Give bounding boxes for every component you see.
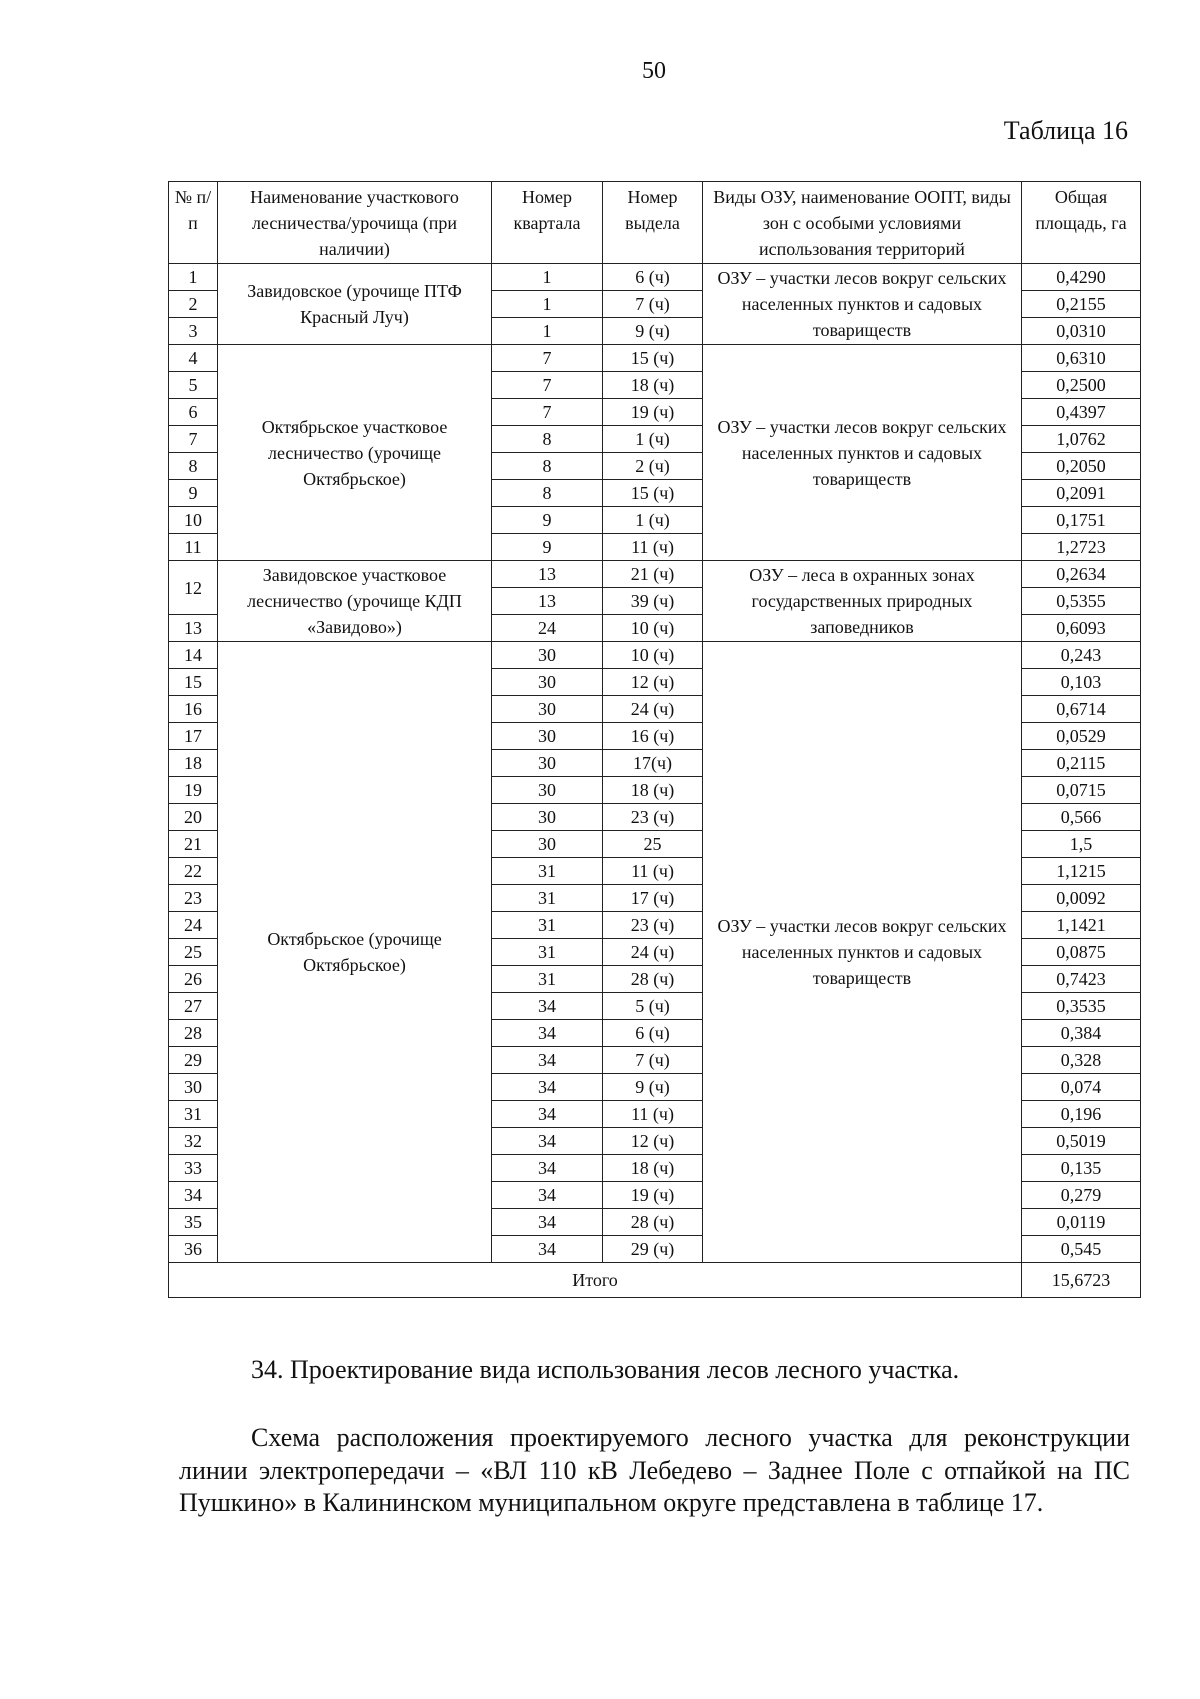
row-number-cell: 11 [169,534,218,561]
header-forestry-name: Наименование участкового лесничества/урочища (при наличии) [218,182,492,264]
quarter-cell: 30 [492,642,603,669]
area-cell: 0,0529 [1022,723,1141,750]
row-number-cell: 5 [169,372,218,399]
quarter-cell: 34 [492,1128,603,1155]
allotment-cell: 6 (ч) [603,1020,703,1047]
table-caption: Таблица 16 [1003,116,1128,145]
table-header-row [169,182,1141,264]
area-cell: 0,2634 [1022,561,1141,588]
quarter-cell: 31 [492,912,603,939]
area-cell: 0,4290 [1022,264,1141,291]
row-number-cell: 26 [169,966,218,993]
quarter-cell: 1 [492,264,603,291]
allotment-cell: 5 (ч) [603,993,703,1020]
quarter-cell: 34 [492,1182,603,1209]
row-number-cell: 25 [169,939,218,966]
quarter-cell: 7 [492,345,603,372]
row-number-cell: 28 [169,1020,218,1047]
allotment-cell: 17 (ч) [603,885,703,912]
area-cell: 0,074 [1022,1074,1141,1101]
allotment-cell: 15 (ч) [603,480,703,507]
ozu-type-cell: ОЗУ – участки лесов вокруг сельских населенных пунктов и садовых товариществ [703,642,1022,1263]
allotment-cell: 19 (ч) [603,1182,703,1209]
quarter-cell: 7 [492,372,603,399]
allotment-cell: 17(ч) [603,750,703,777]
area-cell: 1,1421 [1022,912,1141,939]
area-cell: 0,0310 [1022,318,1141,345]
row-number-cell: 19 [169,777,218,804]
row-number-cell: 13 [169,615,218,642]
quarter-cell: 34 [492,1047,603,1074]
area-cell: 0,2091 [1022,480,1141,507]
area-cell: 0,243 [1022,642,1141,669]
area-cell: 0,2050 [1022,453,1141,480]
area-cell: 0,2155 [1022,291,1141,318]
section-heading: 34. Проектирование вида использования лесов лесного участка. [251,1355,960,1384]
row-number-cell: 10 [169,507,218,534]
row-number-cell: 29 [169,1047,218,1074]
area-cell: 0,3535 [1022,993,1141,1020]
forestry-name-cell: Октябрьское участковое лесничество (урочище Октябрьское) [218,345,492,561]
row-number-cell: 35 [169,1209,218,1236]
total-row [169,1263,1141,1298]
total-label: Итого [169,1263,1022,1298]
table-row [169,264,1141,291]
header-ozu-type: Виды ОЗУ, наименование ООПТ, виды зон с особыми условиями использования территорий [703,182,1022,264]
row-number-cell: 4 [169,345,218,372]
allotment-cell: 11 (ч) [603,534,703,561]
quarter-cell: 30 [492,750,603,777]
allotment-cell: 23 (ч) [603,804,703,831]
ozu-type-cell: ОЗУ – участки лесов вокруг сельских населенных пунктов и садовых товариществ [703,345,1022,561]
quarter-cell: 34 [492,1020,603,1047]
row-number-cell: 24 [169,912,218,939]
allotment-cell: 39 (ч) [603,588,703,615]
row-number-cell: 27 [169,993,218,1020]
header-area: Общая площадь, га [1022,182,1141,264]
allotment-cell: 21 (ч) [603,561,703,588]
allotment-cell: 19 (ч) [603,399,703,426]
allotment-cell: 7 (ч) [603,1047,703,1074]
allotment-cell: 12 (ч) [603,1128,703,1155]
row-number-cell: 15 [169,669,218,696]
row-number-cell: 20 [169,804,218,831]
allotment-cell: 28 (ч) [603,1209,703,1236]
row-number-cell: 32 [169,1128,218,1155]
area-cell: 0,279 [1022,1182,1141,1209]
header-allotment: Номер выдела [603,182,703,264]
quarter-cell: 8 [492,426,603,453]
row-number-cell: 14 [169,642,218,669]
allotment-cell: 9 (ч) [603,1074,703,1101]
quarter-cell: 31 [492,966,603,993]
header-number: № п/п [169,182,218,264]
allotment-cell: 25 [603,831,703,858]
area-cell: 0,0092 [1022,885,1141,912]
area-cell: 0,7423 [1022,966,1141,993]
quarter-cell: 7 [492,399,603,426]
allotment-cell: 24 (ч) [603,696,703,723]
row-number-cell: 21 [169,831,218,858]
quarter-cell: 1 [492,291,603,318]
quarter-cell: 31 [492,885,603,912]
row-number-cell: 9 [169,480,218,507]
allotment-cell: 11 (ч) [603,1101,703,1128]
quarter-cell: 1 [492,318,603,345]
row-number-cell: 33 [169,1155,218,1182]
forestry-name-cell: Завидовское (урочище ПТФ Красный Луч) [218,264,492,345]
quarter-cell: 34 [492,1155,603,1182]
area-cell: 0,196 [1022,1101,1141,1128]
forestry-name-cell: Завидовское участковое лесничество (урочище КДП «Завидово») [218,561,492,642]
allotment-cell: 18 (ч) [603,1155,703,1182]
area-cell: 0,5355 [1022,588,1141,615]
area-cell: 0,328 [1022,1047,1141,1074]
quarter-cell: 13 [492,561,603,588]
quarter-cell: 24 [492,615,603,642]
area-cell: 0,2500 [1022,372,1141,399]
forestry-name-cell: Октябрьское (урочище Октябрьское) [218,642,492,1263]
quarter-cell: 8 [492,480,603,507]
allotment-cell: 7 (ч) [603,291,703,318]
allotment-cell: 16 (ч) [603,723,703,750]
row-number-cell: 12 [169,561,218,615]
quarter-cell: 34 [492,1209,603,1236]
allotment-cell: 28 (ч) [603,966,703,993]
table-row [169,561,1141,588]
row-number-cell: 3 [169,318,218,345]
area-cell: 0,384 [1022,1020,1141,1047]
quarter-cell: 31 [492,858,603,885]
area-cell: 0,566 [1022,804,1141,831]
area-cell: 0,6714 [1022,696,1141,723]
page-number: 50 [642,58,666,84]
area-cell: 0,135 [1022,1155,1141,1182]
ozu-type-cell: ОЗУ – участки лесов вокруг сельских населенных пунктов и садовых товариществ [703,264,1022,345]
quarter-cell: 34 [492,1074,603,1101]
area-cell: 0,103 [1022,669,1141,696]
allotment-cell: 23 (ч) [603,912,703,939]
ozu-type-cell: ОЗУ – леса в охранных зонах государственных природных заповедников [703,561,1022,642]
allotment-cell: 18 (ч) [603,777,703,804]
forest-plots-table [168,181,1141,1298]
area-cell: 0,0715 [1022,777,1141,804]
row-number-cell: 6 [169,399,218,426]
quarter-cell: 8 [492,453,603,480]
area-cell: 0,0119 [1022,1209,1141,1236]
quarter-cell: 30 [492,804,603,831]
allotment-cell: 10 (ч) [603,642,703,669]
quarter-cell: 9 [492,507,603,534]
area-cell: 1,5 [1022,831,1141,858]
table-row [169,642,1141,669]
area-cell: 0,545 [1022,1236,1141,1263]
allotment-cell: 12 (ч) [603,669,703,696]
row-number-cell: 30 [169,1074,218,1101]
quarter-cell: 13 [492,588,603,615]
allotment-cell: 1 (ч) [603,426,703,453]
allotment-cell: 1 (ч) [603,507,703,534]
row-number-cell: 34 [169,1182,218,1209]
quarter-cell: 30 [492,723,603,750]
body-paragraph: Схема расположения проектируемого лесного участка для реконструкции линии электропередачи – «ВЛ 110 кВ Лебедево – Заднее Поле с отпайкой на ПС Пушкино» в Калининском муниципальном округе представлена в таблице 17. [179,1423,1130,1517]
total-value: 15,6723 [1022,1263,1141,1298]
allotment-cell: 11 (ч) [603,858,703,885]
area-cell: 0,5019 [1022,1128,1141,1155]
row-number-cell: 18 [169,750,218,777]
header-quarter: Номер квартала [492,182,603,264]
allotment-cell: 18 (ч) [603,372,703,399]
quarter-cell: 30 [492,696,603,723]
row-number-cell: 7 [169,426,218,453]
row-number-cell: 23 [169,885,218,912]
row-number-cell: 17 [169,723,218,750]
quarter-cell: 34 [492,1101,603,1128]
quarter-cell: 9 [492,534,603,561]
area-cell: 0,1751 [1022,507,1141,534]
quarter-cell: 34 [492,993,603,1020]
area-cell: 0,4397 [1022,399,1141,426]
allotment-cell: 2 (ч) [603,453,703,480]
row-number-cell: 22 [169,858,218,885]
table-row [169,345,1141,372]
area-cell: 0,0875 [1022,939,1141,966]
row-number-cell: 16 [169,696,218,723]
area-cell: 1,2723 [1022,534,1141,561]
area-cell: 0,6093 [1022,615,1141,642]
allotment-cell: 6 (ч) [603,264,703,291]
row-number-cell: 31 [169,1101,218,1128]
row-number-cell: 36 [169,1236,218,1263]
quarter-cell: 30 [492,831,603,858]
allotment-cell: 9 (ч) [603,318,703,345]
quarter-cell: 30 [492,777,603,804]
quarter-cell: 30 [492,669,603,696]
area-cell: 1,0762 [1022,426,1141,453]
allotment-cell: 15 (ч) [603,345,703,372]
area-cell: 0,2115 [1022,750,1141,777]
allotment-cell: 29 (ч) [603,1236,703,1263]
area-cell: 1,1215 [1022,858,1141,885]
row-number-cell: 8 [169,453,218,480]
row-number-cell: 2 [169,291,218,318]
quarter-cell: 34 [492,1236,603,1263]
quarter-cell: 31 [492,939,603,966]
row-number-cell: 1 [169,264,218,291]
allotment-cell: 10 (ч) [603,615,703,642]
allotment-cell: 24 (ч) [603,939,703,966]
area-cell: 0,6310 [1022,345,1141,372]
